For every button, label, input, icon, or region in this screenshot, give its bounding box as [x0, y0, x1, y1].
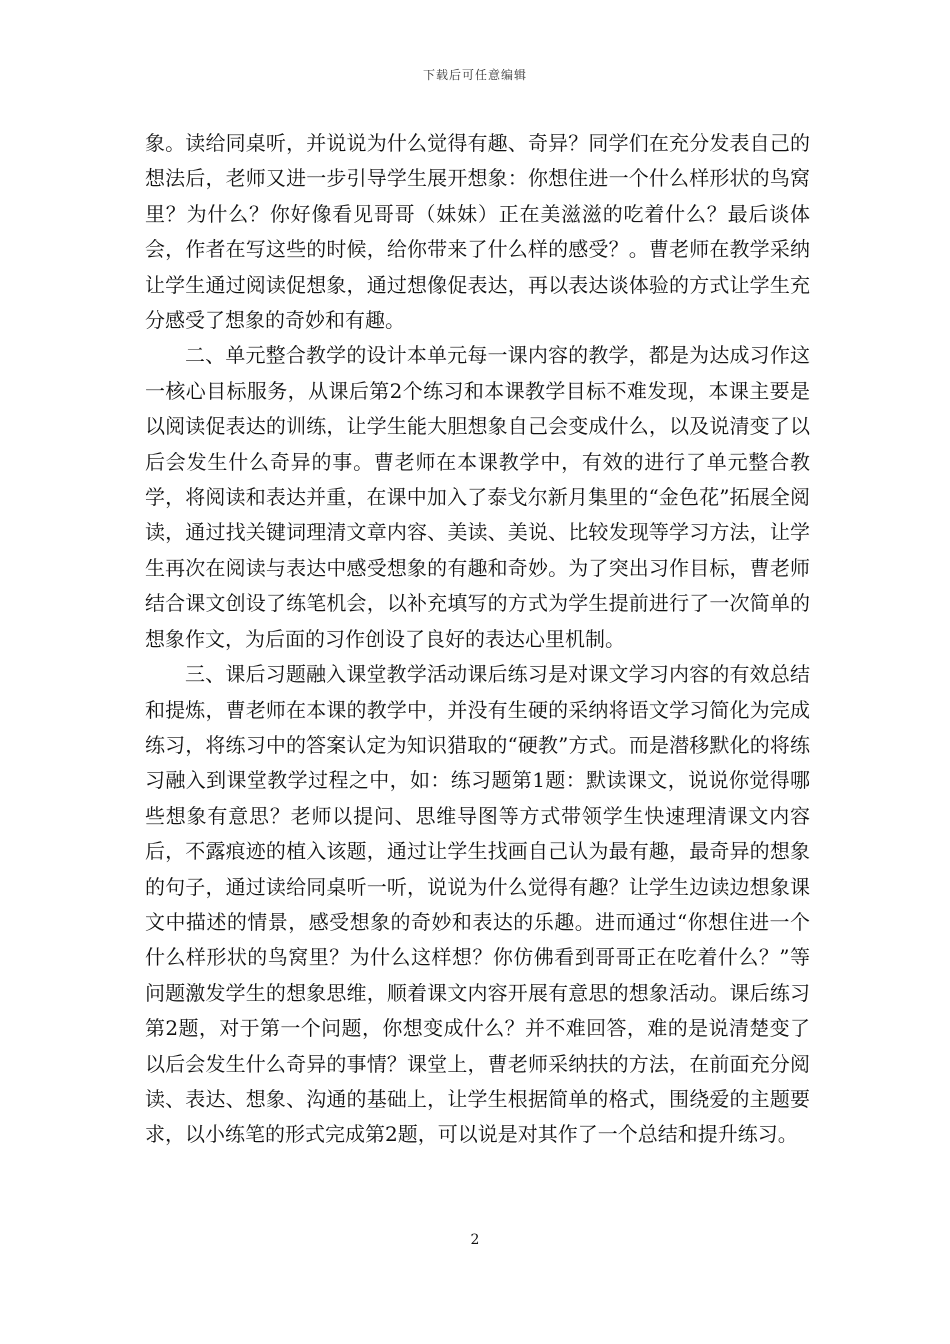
document-body [145, 126, 810, 1153]
page-header: 下载后可任意编辑 [422, 68, 527, 82]
page-number: 2 [470, 1232, 480, 1248]
paragraph-section-two: 二、单元整合教学的设计本单元每一课内容的教学，都是为达成习作这一核心目标服务，从课后第2个练习和本课教学目标不难发现，本课主要是以阅读促表达的训练，让学生能大胆想象自己会变成什么，以及说清变了以后会发生什么奇异的事。曹老师在本课教学中，有效的进行了单元整合教学，将阅读和表达并重，在课中加入了泰戈尔新月集里的“金色花”拓展全阅读，通过找关键词理清文章内容、美读、美说、比较发现等学习方法，让学生再次在阅读与表达中感受想象的有趣和奇妙。为了突出习作目标，曹老师结合课文创设了练笔机会，以补充填写的方式为学生提前进行了一次简单的想象作文，为后面的习作创设了良好的表达心里机制。 [145, 343, 810, 651]
paragraph-section-three: 三、课后习题融入课堂教学活动课后练习是对课文学习内容的有效总结和提炼，曹老师在本课的教学中，并没有生硬的采纳将语文学习简化为完成练习，将练习中的答案认定为知识猎取的“硬教”方式。而是潜移默化的将练习融入到课堂教学过程之中，如：练习题第1题：默读课文，说说你觉得哪些想象有意思？老师以提问、思维导图等方式带领学生快速理清课文内容后，不露痕迹的植入该题，通过让学生找画自己认为最有趣，最奇异的想象的句子，通过读给同桌听一听，说说为什么觉得有趣？让学生边读边想象课文中描述的情景，感受想象的奇妙和表达的乐趣。进而通过“你想住进一个什么样形状的鸟窝里？为什么这样想？你仿佛看到哥哥正在吃着什么？”等问题激发学生的想象思维，顺着课文内容开展有意思的想象活动。课后练习第2题，对于第一个问题，你想变成什么？并不难回答，难的是说清楚变了以后会发生什么奇异的事情？课堂上，曹老师采纳扶的方法，在前面充分阅读、表达、想象、沟通的基础上，让学生根据简单的格式，围绕爱的主题要求，以小练笔的形式完成第2题，可以说是对其作了一个总结和提升练习。 [145, 662, 810, 1147]
paragraph-continuation: 象。读给同桌听，并说说为什么觉得有趣、奇异？同学们在充分发表自己的想法后，老师又进一步引导学生展开想象：你想住进一个什么样形状的鸟窝里？为什么？你好像看见哥哥（妹妹）正在美滋滋的吃着什么？最后谈体会，作者在写这些的时候，给你带来了什么样的感受？。曹老师在教学采纳让学生通过阅读促想象，通过想像促表达，再以表达谈体验的方式让学生充分感受了想象的奇妙和有趣。 [145, 131, 810, 333]
